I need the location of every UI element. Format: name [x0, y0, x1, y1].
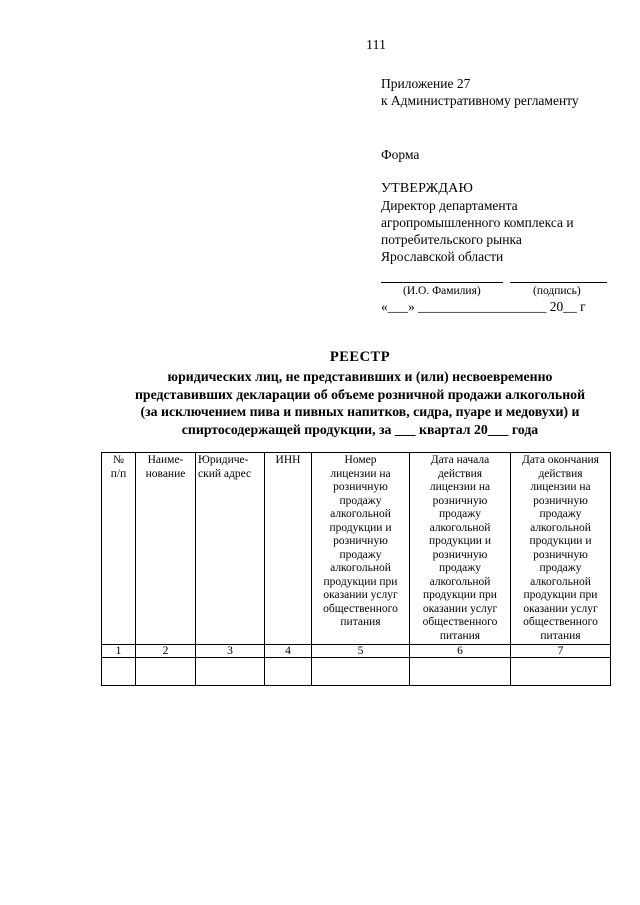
form-label: Форма — [381, 147, 420, 162]
column-header-line: Юридиче- — [198, 454, 249, 466]
table-header-row — [102, 453, 611, 645]
signature-line — [510, 282, 607, 283]
table-cell — [312, 658, 410, 686]
column-header-line: алкогольной — [530, 521, 591, 534]
column-header-line: питания — [340, 616, 381, 628]
column-header-line: оказании услуг — [523, 602, 598, 615]
column-header-line: Дата окончания — [522, 454, 599, 466]
column-header-line: общественного — [422, 616, 498, 628]
table-cell — [102, 658, 136, 686]
column-header-line: продажу — [439, 562, 481, 574]
column-header-line: продажу — [339, 494, 382, 507]
registry-subtitle-line: (за исключением пива и пивных напитков, сидра, пуаре и медовухи) и — [140, 404, 580, 419]
table-row — [102, 658, 611, 686]
column-header-line: алкогольной — [429, 521, 491, 534]
registry-subtitle — [90, 368, 630, 438]
column-header-line: продукции и — [529, 535, 592, 547]
column-header-line: алкогольной — [429, 575, 491, 588]
column-header-line: лицензии на — [530, 481, 591, 493]
column-number-cell: 4 — [265, 645, 312, 658]
appendix-note — [381, 75, 579, 109]
column-header-line: общественного — [323, 602, 398, 615]
column-header-line: розничную — [432, 494, 488, 507]
registry-subtitle-line: представивших декларации об объеме розничной продажи алкогольной — [134, 386, 586, 402]
table-cell — [136, 658, 196, 686]
column-header-line: продукции и — [428, 535, 491, 547]
column-header — [102, 453, 136, 645]
column-header-line: продажу — [439, 508, 481, 520]
column-header-line: розничную — [432, 548, 488, 561]
column-header-line: лицензии на — [429, 481, 491, 493]
column-header-line: продажу — [339, 548, 382, 561]
column-header-line: общественного — [523, 616, 598, 628]
column-header — [511, 453, 611, 645]
table-cell — [511, 658, 611, 686]
name-caption: (И.О. Фамилия) — [403, 285, 481, 297]
column-header-line: Номер — [344, 454, 377, 466]
registry-subtitle-line: спиртосодержащей продукции, за ___ квартал 20___ года — [181, 421, 539, 437]
column-number-cell: 2 — [136, 645, 196, 658]
column-number-cell: 7 — [511, 645, 611, 658]
registry-title: РЕЕСТР — [329, 349, 391, 365]
column-header-line: розничную — [333, 481, 388, 493]
column-header-line: продукции при — [523, 589, 598, 601]
column-header — [136, 453, 196, 645]
table-cell — [265, 658, 312, 686]
column-header — [196, 453, 265, 645]
column-header-line: питания — [439, 629, 481, 642]
column-header-line: ский адрес — [198, 467, 252, 480]
column-header-line: алкогольной — [330, 508, 391, 520]
column-number-cell: 3 — [196, 645, 265, 658]
column-header-line: розничную — [533, 494, 588, 507]
column-header-line: розничную — [533, 548, 588, 561]
column-header-line: продукции и — [329, 521, 392, 534]
column-header-line: продукции при — [423, 589, 497, 601]
column-header-line: нование — [145, 467, 186, 480]
column-header-line: алкогольной — [530, 575, 591, 588]
approval-line: Ярославской области — [381, 249, 504, 264]
column-header — [265, 453, 312, 645]
column-header-line: питания — [540, 629, 581, 642]
column-header — [312, 453, 410, 645]
page-number: 111 — [366, 38, 386, 53]
column-header-line: продажу — [539, 562, 582, 574]
column-header-line: Наиме- — [147, 454, 184, 466]
column-header-line: оказании услуг — [323, 589, 398, 601]
approval-line: Директор департамента — [381, 198, 518, 213]
column-header-line: лицензии на — [330, 467, 391, 480]
approval-line: агропромышленного комплекса и — [381, 215, 574, 230]
column-number-row — [102, 645, 611, 658]
approval-line: потребительского рынка — [381, 232, 522, 247]
column-header-line: оказании услуг — [422, 602, 498, 615]
column-header-line: продажу — [539, 508, 582, 520]
column-number-cell: 6 — [410, 645, 511, 658]
column-header-line: Дата начала — [430, 454, 490, 466]
column-header-line: действия — [437, 467, 483, 480]
column-header-line: ИНН — [275, 454, 301, 466]
appendix-line: Приложение 27 — [381, 76, 471, 91]
name-signature-line — [381, 282, 503, 283]
column-header-line: алкогольной — [330, 562, 391, 574]
date-line: «___» ___________________ 20__ г — [381, 299, 586, 314]
column-header — [410, 453, 511, 645]
approval-block — [381, 180, 574, 265]
column-header-line: действия — [538, 467, 583, 480]
registry-table — [101, 452, 611, 686]
column-header-line: продукции при — [323, 575, 398, 588]
signature-caption: (подпись) — [533, 285, 581, 297]
table-cell — [196, 658, 265, 686]
approval-title: УТВЕРЖДАЮ — [381, 181, 474, 196]
appendix-line: к Административному регламенту — [381, 93, 579, 108]
column-header-line: розничную — [333, 535, 388, 547]
column-number-cell: 1 — [102, 645, 136, 658]
table-cell — [410, 658, 511, 686]
column-header-line: п/п — [110, 467, 127, 480]
registry-subtitle-line: юридических лиц, не представивших и (или) несвоевременно — [167, 369, 553, 384]
column-header-line: № — [113, 454, 124, 466]
column-number-cell: 5 — [312, 645, 410, 658]
